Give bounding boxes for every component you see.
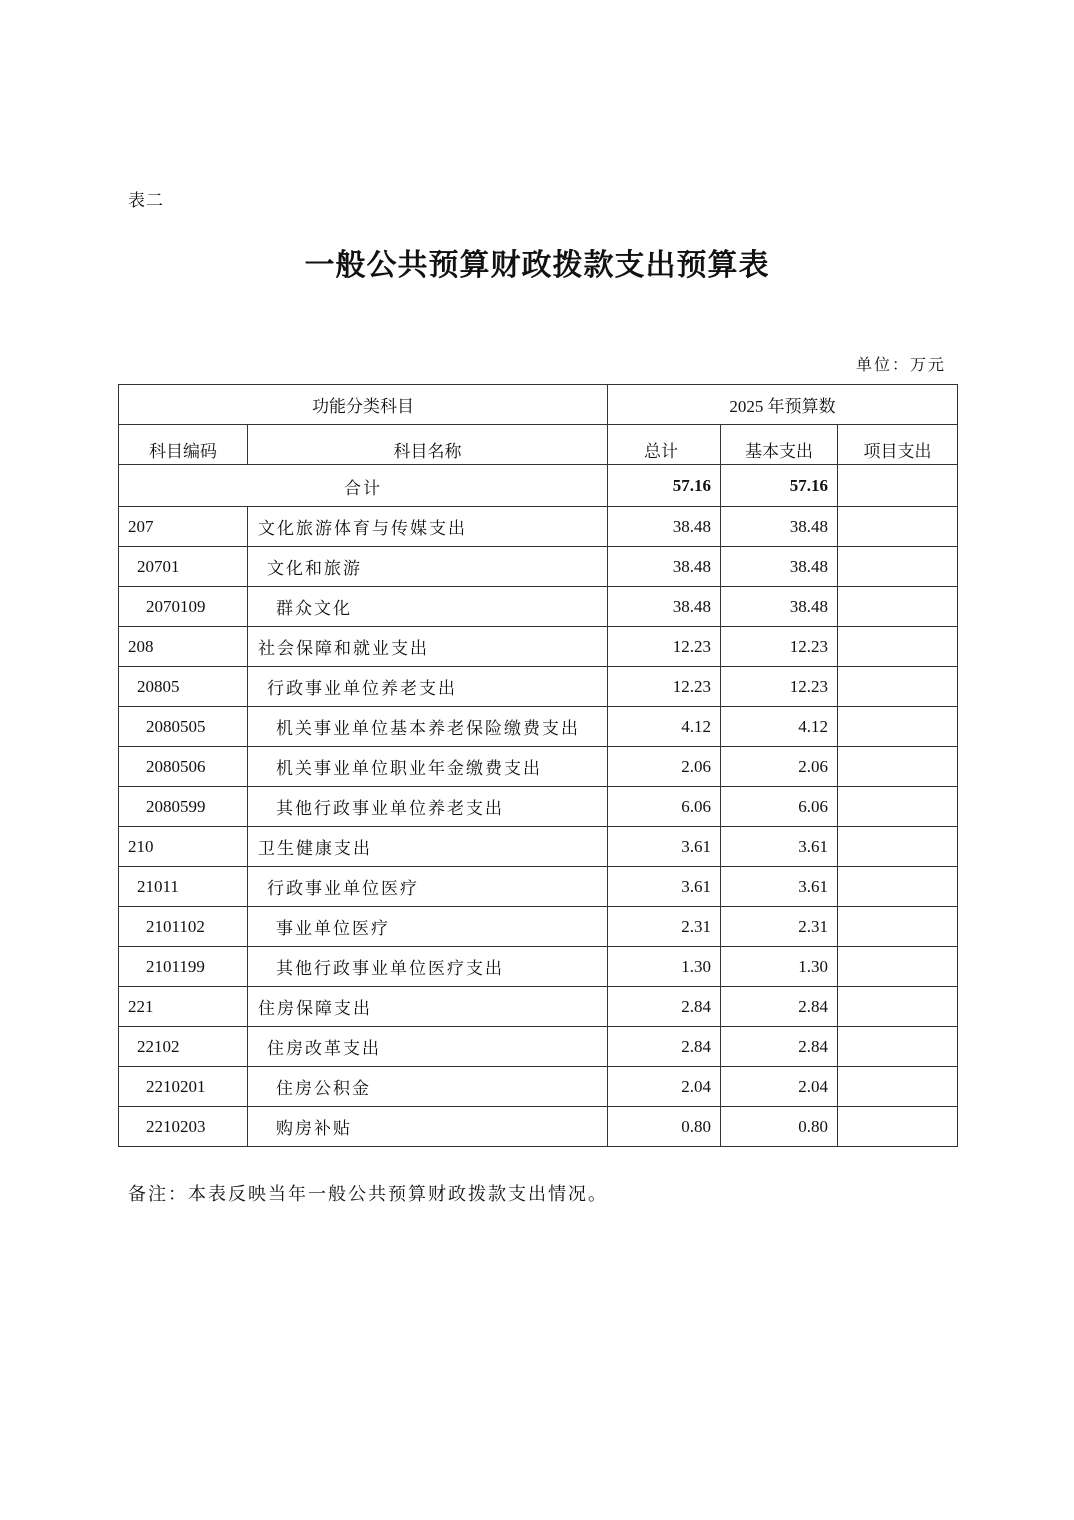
summary-row xyxy=(119,465,958,507)
row-basic: 12.23 xyxy=(721,627,838,667)
row-total: 0.80 xyxy=(608,1107,721,1147)
budget-table-body xyxy=(119,385,958,1147)
row-name: 卫生健康支出 xyxy=(248,827,608,867)
row-name: 社会保障和就业支出 xyxy=(248,627,608,667)
row-name: 其他行政事业单位医疗支出 xyxy=(248,947,608,987)
row-code: 21011 xyxy=(119,867,248,907)
row-code: 207 xyxy=(119,507,248,547)
row-code: 2210203 xyxy=(119,1107,248,1147)
table-row xyxy=(119,987,958,1027)
row-project xyxy=(838,627,958,667)
row-total: 2.06 xyxy=(608,747,721,787)
table-row xyxy=(119,587,958,627)
row-project xyxy=(838,867,958,907)
row-basic: 4.12 xyxy=(721,707,838,747)
table-row xyxy=(119,747,958,787)
row-total: 38.48 xyxy=(608,547,721,587)
table-row xyxy=(119,1067,958,1107)
row-basic: 3.61 xyxy=(721,827,838,867)
table-row xyxy=(119,1027,958,1067)
table-row xyxy=(119,1107,958,1147)
row-total: 6.06 xyxy=(608,787,721,827)
row-name: 群众文化 xyxy=(248,587,608,627)
row-project xyxy=(838,547,958,587)
row-basic: 38.48 xyxy=(721,587,838,627)
table-row xyxy=(119,907,958,947)
row-total: 2.31 xyxy=(608,907,721,947)
table-row xyxy=(119,707,958,747)
row-total: 2.04 xyxy=(608,1067,721,1107)
row-name: 住房公积金 xyxy=(248,1067,608,1107)
summary-label: 合计 xyxy=(119,465,608,507)
row-basic: 0.80 xyxy=(721,1107,838,1147)
row-total: 2.84 xyxy=(608,987,721,1027)
row-project xyxy=(838,667,958,707)
row-basic: 12.23 xyxy=(721,667,838,707)
row-code: 2070109 xyxy=(119,587,248,627)
row-name: 住房保障支出 xyxy=(248,987,608,1027)
table-row xyxy=(119,547,958,587)
header-budget-group: 2025 年预算数 xyxy=(608,385,958,425)
table-row xyxy=(119,827,958,867)
row-name: 机关事业单位基本养老保险缴费支出 xyxy=(248,707,608,747)
header-row-columns xyxy=(119,425,958,465)
row-project xyxy=(838,827,958,867)
row-name: 购房补贴 xyxy=(248,1107,608,1147)
row-name: 文化旅游体育与传媒支出 xyxy=(248,507,608,547)
table-row xyxy=(119,627,958,667)
header-name: 科目名称 xyxy=(248,425,608,465)
header-project: 项目支出 xyxy=(838,425,958,465)
remark-note: 备注：本表反映当年一般公共预算财政拨款支出情况。 xyxy=(128,1184,608,1205)
row-code: 2080599 xyxy=(119,787,248,827)
row-total: 12.23 xyxy=(608,667,721,707)
row-basic: 1.30 xyxy=(721,947,838,987)
row-project xyxy=(838,747,958,787)
row-project xyxy=(838,587,958,627)
row-code: 2101199 xyxy=(119,947,248,987)
row-total: 12.23 xyxy=(608,627,721,667)
row-project xyxy=(838,1107,958,1147)
row-code: 22102 xyxy=(119,1027,248,1067)
row-total: 2.84 xyxy=(608,1027,721,1067)
row-total: 38.48 xyxy=(608,507,721,547)
row-basic: 2.84 xyxy=(721,987,838,1027)
unit-label: 单位：万元 xyxy=(855,355,946,374)
row-code: 208 xyxy=(119,627,248,667)
row-total: 3.61 xyxy=(608,827,721,867)
row-basic: 2.31 xyxy=(721,907,838,947)
row-project xyxy=(838,707,958,747)
table-row xyxy=(119,947,958,987)
row-name: 文化和旅游 xyxy=(248,547,608,587)
row-basic: 3.61 xyxy=(721,867,838,907)
row-name: 事业单位医疗 xyxy=(248,907,608,947)
row-code: 210 xyxy=(119,827,248,867)
row-name: 机关事业单位职业年金缴费支出 xyxy=(248,747,608,787)
row-name: 行政事业单位养老支出 xyxy=(248,667,608,707)
row-basic: 38.48 xyxy=(721,507,838,547)
row-project xyxy=(838,987,958,1027)
row-total: 4.12 xyxy=(608,707,721,747)
table-row xyxy=(119,867,958,907)
row-project xyxy=(838,787,958,827)
table-row xyxy=(119,507,958,547)
row-name: 其他行政事业单位养老支出 xyxy=(248,787,608,827)
row-basic: 2.04 xyxy=(721,1067,838,1107)
row-name: 住房改革支出 xyxy=(248,1027,608,1067)
row-project xyxy=(838,907,958,947)
row-code: 2101102 xyxy=(119,907,248,947)
row-basic: 2.84 xyxy=(721,1027,838,1067)
summary-project xyxy=(838,465,958,507)
header-total: 总计 xyxy=(608,425,721,465)
header-code: 科目编码 xyxy=(119,425,248,465)
header-function-group: 功能分类科目 xyxy=(119,385,608,425)
row-project xyxy=(838,1027,958,1067)
summary-total: 57.16 xyxy=(608,465,721,507)
row-basic: 2.06 xyxy=(721,747,838,787)
row-total: 3.61 xyxy=(608,867,721,907)
row-code: 2080506 xyxy=(119,747,248,787)
row-total: 1.30 xyxy=(608,947,721,987)
page-title: 一般公共预算财政拨款支出预算表 xyxy=(304,248,770,283)
table-row xyxy=(119,667,958,707)
row-basic: 6.06 xyxy=(721,787,838,827)
row-basic: 38.48 xyxy=(721,547,838,587)
summary-basic: 57.16 xyxy=(721,465,838,507)
table-row xyxy=(119,787,958,827)
row-project xyxy=(838,947,958,987)
row-code: 2080505 xyxy=(119,707,248,747)
row-code: 221 xyxy=(119,987,248,1027)
row-project xyxy=(838,1067,958,1107)
header-row-groups xyxy=(119,385,958,425)
table-number-label: 表二 xyxy=(128,191,164,211)
row-code: 2210201 xyxy=(119,1067,248,1107)
row-code: 20701 xyxy=(119,547,248,587)
row-total: 38.48 xyxy=(608,587,721,627)
row-project xyxy=(838,507,958,547)
row-code: 20805 xyxy=(119,667,248,707)
header-basic: 基本支出 xyxy=(721,425,838,465)
row-name: 行政事业单位医疗 xyxy=(248,867,608,907)
budget-table xyxy=(118,384,958,1147)
